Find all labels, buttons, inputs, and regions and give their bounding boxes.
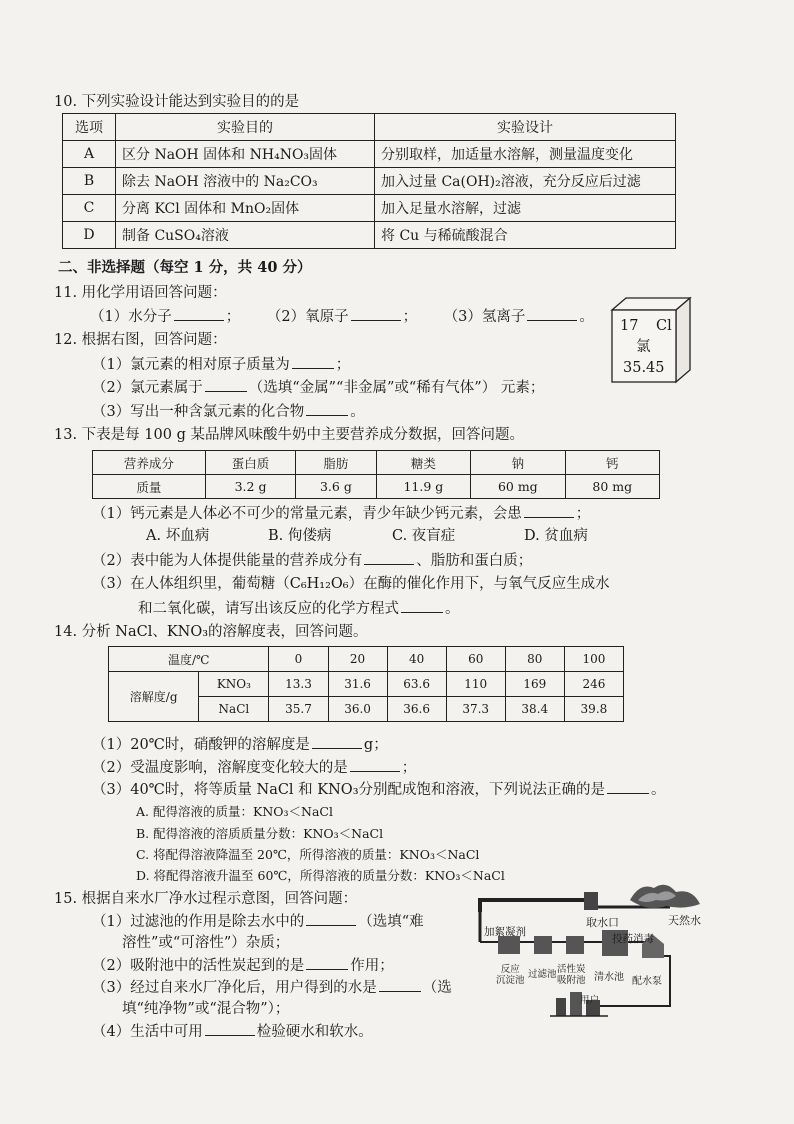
section-heading: 二、非选择题（每空 1 分，共 40 分） (58, 259, 312, 276)
q14-kno3-0: 13.3 (269, 672, 328, 697)
q14-part2 (92, 757, 416, 778)
q15-line1-text: （1）过滤池的作用是除去水中的 (92, 914, 305, 930)
q15-line4 (92, 977, 452, 998)
q14-nacl-4: 38.4 (505, 697, 564, 722)
q13-part2-text: （2）表中能为人体提供能量的营养成分有 (92, 553, 363, 569)
q14-part3 (92, 779, 666, 800)
q14-sol-label: 溶解度/g (109, 672, 199, 722)
q15-line4-text: （3）经过自来水厂净化后，用户得到的水是 (92, 980, 377, 996)
q11-end: 。 (579, 309, 594, 325)
q14-nacl-5: 39.8 (564, 697, 623, 722)
q14-kno3-4: 169 (505, 672, 564, 697)
q11-parts (90, 306, 594, 327)
q14-part2-text: （2）受温度影响，溶解度变化较大的是 (92, 760, 348, 776)
q14-part1-text: （1）20℃时，硝酸钾的溶解度是 (92, 737, 310, 753)
q13-end: 。 (445, 601, 460, 617)
q10-design-b: 加入过量 Ca(OH)₂溶液，充分反应后过滤 (375, 168, 676, 195)
q15-line5: 填“纯净物”或“混合物”）； (122, 1001, 290, 1017)
q11-blank3[interactable] (527, 306, 577, 321)
q13-blank2[interactable] (364, 550, 414, 565)
q10-header-purpose: 实验目的 (116, 114, 375, 141)
q12-part1 (92, 354, 350, 375)
q15-line6 (92, 1021, 373, 1042)
q14-blank3[interactable] (607, 779, 649, 794)
q14-temp-5: 100 (564, 647, 623, 672)
diagram-user-label: 用户 (580, 995, 600, 1006)
q10-option-c: C (63, 195, 116, 222)
q13-header-5: 钙 (565, 451, 659, 475)
element-number: 17 (620, 318, 639, 334)
q13-header-2: 脂肪 (296, 451, 376, 475)
q14-temp-0: 0 (269, 647, 328, 672)
q11-part2: （2）氧原子 (266, 309, 349, 325)
q11-part1: （1）水分子 (90, 309, 172, 325)
q15-blank3[interactable] (379, 977, 421, 992)
q15-blank1[interactable] (306, 911, 356, 926)
q10-purpose-b: 除去 NaOH 溶液中的 Na₂CO₃ (116, 168, 375, 195)
q13-header-3: 糖类 (376, 451, 471, 475)
q14-kno3-5: 246 (564, 672, 623, 697)
q14-choice-c: C. 将配得溶液降温至 20℃，所得溶液的质量：KNO₃＜NaCl (136, 847, 480, 862)
q14-temp-4: 80 (505, 647, 564, 672)
diagram-natural-water-label: 天然水 (668, 914, 701, 927)
q11-blank2[interactable] (351, 306, 401, 321)
q12-stem: 12. 根据右图，回答问题： (54, 332, 227, 348)
q11-stem: 11. 用化学用语回答问题： (54, 285, 227, 301)
element-name: 氯 (636, 339, 651, 355)
q14-choice-d: D. 将配得溶液升温至 60℃，所得溶液的质量分数：KNO₃＜NaCl (136, 868, 505, 883)
q14-blank2[interactable] (350, 757, 400, 772)
q14-temp-3: 60 (446, 647, 505, 672)
q13-choice-a: A. 坏血病 (146, 528, 210, 544)
q14-temp-1: 20 (328, 647, 387, 672)
q13-header-1: 蛋白质 (205, 451, 295, 475)
pipe-main (480, 900, 590, 912)
q15-line3-text: （2）吸附池中的活性炭起到的是 (92, 958, 305, 974)
q14-part1 (92, 734, 388, 755)
q13-table (92, 450, 660, 499)
intake-box (584, 892, 598, 910)
q10-table (62, 113, 676, 249)
diagram-tank1-label: 反应 沉淀池 (496, 964, 525, 986)
q13-part1 (92, 503, 590, 524)
q14-kno3-1: 31.6 (328, 672, 387, 697)
q12-part2 (92, 377, 544, 398)
q15-line4-tail: （选 (422, 980, 452, 996)
q13-choice-d: D. 贫血病 (524, 528, 588, 544)
q13-value-sugar: 11.9 g (376, 475, 471, 499)
q12-part1-text: （1）氯元素的相对原子质量为 (92, 357, 290, 373)
q13-value-calcium: 80 mg (565, 475, 659, 499)
q14-stem: 14. 分析 NaCl、KNO₃的溶解度表，回答问题。 (54, 624, 368, 640)
q11-sep2: ； (402, 309, 418, 325)
diagram-disinfect-label: 投药消毒 (612, 933, 654, 945)
q15-line1 (92, 911, 424, 932)
q10-header-design: 实验设计 (375, 114, 676, 141)
q13-header-0: 营养成分 (93, 451, 206, 475)
q15-line6-tail: 检验硬水和软水。 (256, 1024, 373, 1040)
q12-blank1[interactable] (292, 354, 334, 369)
q14-choice-a: A. 配得溶液的质量：KNO₃＜NaCl (136, 804, 333, 819)
q13-value-sodium: 60 mg (471, 475, 565, 499)
q13-value-fat: 3.6 g (296, 475, 376, 499)
q11-blank1[interactable] (174, 306, 224, 321)
q13-blank3[interactable] (401, 598, 443, 613)
q10-option-d: D (63, 222, 116, 249)
mountain-icon (630, 885, 700, 908)
q14-sep2: ； (401, 760, 417, 776)
diagram-intake-label: 取水口 (586, 916, 619, 929)
diagram-tank2-label: 过滤池 (528, 969, 557, 980)
q13-sep1: ； (575, 506, 591, 522)
q14-nacl-2: 36.6 (387, 697, 446, 722)
q13-part3b-text: 和二氧化碳，请写出该反应的化学方程式 (138, 601, 399, 617)
q14-nacl-3: 37.3 (446, 697, 505, 722)
q14-part3-text: （3）40℃时，将等质量 NaCl 和 KNO₃分别配成饱和溶液，下列说法正确的是 (92, 782, 606, 798)
q12-part2-tail: （选填“金属”“非金属”或“稀有气体”） 元素； (248, 380, 545, 396)
q14-blank1[interactable] (312, 734, 362, 749)
q14-end: 。 (651, 782, 666, 798)
q12-part3 (92, 401, 365, 422)
diagram-coagulant-label: 加絮凝剂 (484, 926, 526, 938)
element-symbol: Cl (656, 318, 672, 334)
q12-blank3[interactable] (306, 401, 348, 416)
q14-choice-b: B. 配得溶液的溶质质量分数：KNO₃＜NaCl (136, 826, 384, 841)
q13-row-label: 质量 (93, 475, 206, 499)
q15-line3-tail: 作用； (350, 958, 394, 974)
q10-design-c: 加入足量水溶解，过滤 (375, 195, 676, 222)
q11-sep1: ； (225, 309, 241, 325)
q14-table (108, 646, 624, 722)
q10-purpose-a: 区分 NaOH 固体和 NH₄NO₃固体 (116, 141, 375, 168)
q15-line3 (92, 955, 394, 976)
q11-part3: （3）氢离子 (443, 309, 526, 325)
q12-part3-text: （3）写出一种含氯元素的化合物 (92, 404, 305, 420)
q15-line1-tail: （选填“难 (358, 914, 424, 930)
q12-blank2[interactable] (205, 377, 247, 392)
q10-header-option: 选项 (63, 114, 116, 141)
q13-part2 (92, 550, 532, 571)
q10-stem: 10. 下列实验设计能达到实验目的的是 (54, 94, 300, 110)
q13-stem: 13. 下表是每 100 g 某品牌风味酸牛奶中主要营养成分数据，回答问题。 (54, 427, 524, 443)
q10-option-a: A (63, 141, 116, 168)
element-mass: 35.45 (623, 360, 665, 376)
q13-value-protein: 3.2 g (205, 475, 295, 499)
q14-kno3-3: 110 (446, 672, 505, 697)
q14-temp-2: 40 (387, 647, 446, 672)
diagram-tank4-label: 清水池 (594, 972, 624, 983)
q10-design-a: 分别取样，加适量水溶解，测量温度变化 (375, 141, 676, 168)
q13-header-4: 钠 (471, 451, 565, 475)
q15-line2: 溶性”或“可溶性”）杂质； (122, 935, 290, 951)
q10-option-b: B (63, 168, 116, 195)
q12-part2-text: （2）氯元素属于 (92, 380, 203, 396)
diagram-tank3-label: 活性炭 吸附池 (557, 964, 586, 986)
tank-filter (534, 936, 552, 954)
q15-stem: 15. 根据自来水厂净水过程示意图，回答问题： (54, 891, 358, 907)
q14-part1-tail: g； (363, 737, 388, 753)
q14-nacl-label: NaCl (199, 697, 269, 722)
q13-part3: （3）在人体组织里，葡萄糖（C₆H₁₂O₆）在酶的催化作用下，与氧气反应生成水 (92, 576, 610, 592)
diagram-pump-label: 配水泵 (632, 976, 662, 987)
user-buildings-icon (550, 992, 608, 1016)
q12-end: 。 (350, 404, 365, 420)
q10-purpose-c: 分离 KCl 固体和 MnO₂固体 (116, 195, 375, 222)
tank-carbon (566, 936, 584, 954)
q13-choice-b: B. 佝偻病 (268, 528, 332, 544)
q15-blank4[interactable] (205, 1021, 255, 1036)
q13-part1-text: （1）钙元素是人体必不可少的常量元素，青少年缺少钙元素，会患 (92, 506, 522, 522)
q12-sep1: ； (335, 357, 351, 373)
q14-nacl-1: 36.0 (328, 697, 387, 722)
q13-part3b (138, 598, 460, 619)
q10-purpose-d: 制备 CuSO₄溶液 (116, 222, 375, 249)
q13-part2-tail: 、脂肪和蛋白质； (416, 553, 533, 569)
q14-kno3-2: 63.6 (387, 672, 446, 697)
q14-nacl-0: 35.7 (269, 697, 328, 722)
q15-blank2[interactable] (306, 955, 348, 970)
q14-kno3-label: KNO₃ (199, 672, 269, 697)
q10-design-d: 将 Cu 与稀硫酸混合 (375, 222, 676, 249)
q15-line6-text: （4）生活中可用 (92, 1024, 203, 1040)
q13-blank1[interactable] (524, 503, 574, 518)
q13-choice-c: C. 夜盲症 (392, 528, 456, 544)
q14-temp-header: 温度/℃ (109, 647, 269, 672)
